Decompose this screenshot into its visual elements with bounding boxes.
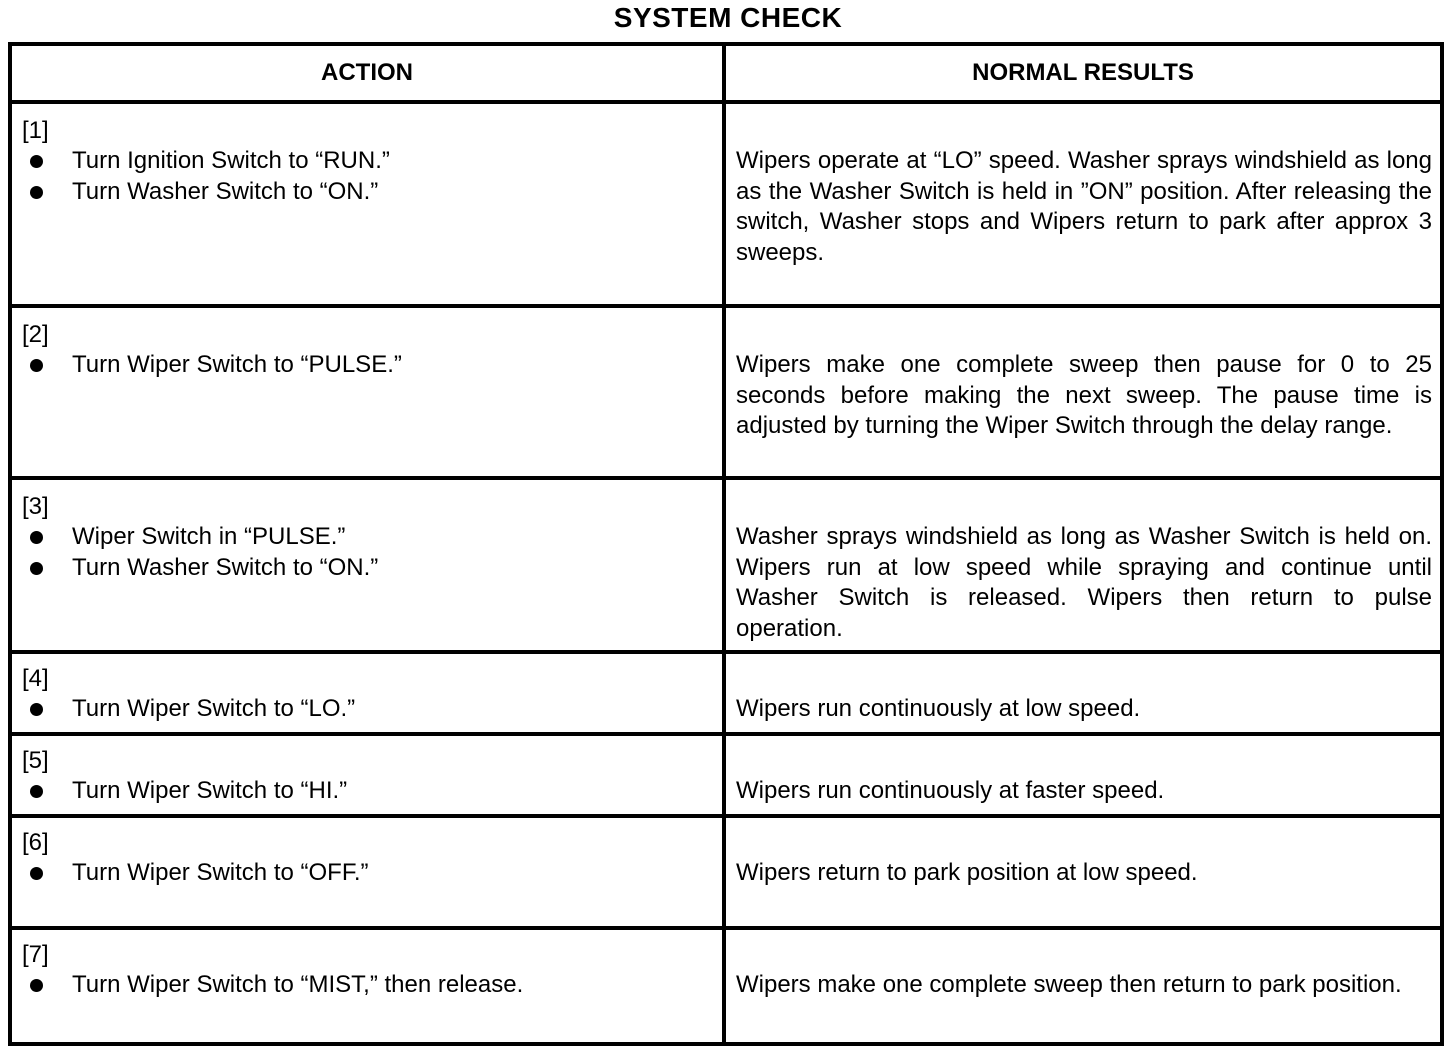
action-item (22, 694, 714, 725)
page-title: SYSTEM CHECK (613, 2, 843, 33)
step-label: [7] (22, 941, 49, 968)
step-row (10, 816, 1442, 928)
result-cell (724, 478, 1442, 652)
action-item (22, 553, 714, 584)
result-cell (724, 102, 1442, 306)
step-label: [1] (22, 117, 49, 144)
result-text: Washer sprays windshield as long as Washer Switch is held on. Wipers run at low speed while spraying and continue until Washer Switch is released. Wipers then return to pulse operation. (736, 523, 1432, 642)
step-label: [6] (22, 829, 49, 856)
action-list (22, 146, 714, 207)
action-text: Turn Ignition Switch to “RUN.” (72, 147, 390, 174)
bullet-icon (30, 186, 43, 199)
action-text: Turn Wiper Switch to “LO.” (72, 695, 356, 722)
result-text: Wipers return to park position at low speed. (736, 859, 1198, 886)
action-cell (10, 478, 724, 652)
bullet-icon (30, 703, 43, 716)
step-row (10, 306, 1442, 478)
result-text: Wipers run continuously at low speed. (736, 695, 1141, 722)
action-list (22, 350, 714, 381)
action-item (22, 522, 714, 553)
action-text: Turn Wiper Switch to “OFF.” (72, 859, 369, 886)
step-label: [5] (22, 747, 49, 774)
action-item (22, 146, 714, 177)
results-column-header: NORMAL RESULTS (724, 44, 1442, 102)
result-text: Wipers operate at “LO” speed. Washer sprays windshield as long as the Washer Switch is held in ”ON” position. After releasing the switch, Washer stops and Wipers return to park after approx 3 sweeps. (736, 147, 1432, 266)
action-item (22, 350, 714, 381)
bullet-icon (30, 562, 43, 575)
bullet-icon (30, 979, 43, 992)
bullet-icon (30, 867, 43, 880)
action-cell (10, 816, 724, 928)
step-label: [3] (22, 493, 49, 520)
result-cell (724, 652, 1442, 734)
action-item (22, 776, 714, 807)
result-cell (724, 928, 1442, 1044)
action-list (22, 694, 714, 725)
action-list (22, 522, 714, 583)
result-cell (724, 734, 1442, 816)
action-text: Turn Wiper Switch to “PULSE.” (72, 351, 402, 378)
action-cell (10, 928, 724, 1044)
action-item (22, 858, 714, 889)
result-cell (724, 816, 1442, 928)
result-cell (724, 306, 1442, 478)
action-item (22, 970, 714, 1001)
result-text: Wipers make one complete sweep then return to park position. (736, 971, 1402, 998)
step-row (10, 652, 1442, 734)
step-row (10, 734, 1442, 816)
step-row (10, 928, 1442, 1044)
system-check-table (8, 42, 1444, 1046)
result-text: Wipers run continuously at faster speed. (736, 777, 1165, 804)
action-text: Turn Washer Switch to “ON.” (72, 553, 379, 581)
action-text: Turn Wiper Switch to “MIST,” then release. (72, 971, 524, 998)
action-text: Turn Wiper Switch to “HI.” (72, 777, 348, 804)
action-list (22, 970, 714, 1001)
step-row (10, 102, 1442, 306)
bullet-icon (30, 359, 43, 372)
action-column-header: ACTION (10, 44, 724, 102)
action-list (22, 858, 714, 889)
action-cell (10, 102, 724, 306)
step-label: [4] (22, 665, 49, 692)
bullet-icon (30, 785, 43, 798)
action-cell (10, 734, 724, 816)
bullet-icon (30, 155, 43, 168)
action-list (22, 776, 714, 807)
step-label: [2] (22, 321, 49, 348)
header-row (10, 44, 1442, 102)
action-cell (10, 306, 724, 478)
result-text: Wipers make one complete sweep then pause for 0 to 25 seconds before making the next sweep. The pause time is adjusted by turning the Wiper Switch through the delay range. (736, 351, 1432, 439)
action-text: Wiper Switch in “PULSE.” (72, 523, 346, 550)
step-row (10, 478, 1442, 652)
action-text: Turn Washer Switch to “ON.” (72, 177, 379, 205)
action-cell (10, 652, 724, 734)
action-item (22, 177, 714, 208)
bullet-icon (30, 531, 43, 544)
